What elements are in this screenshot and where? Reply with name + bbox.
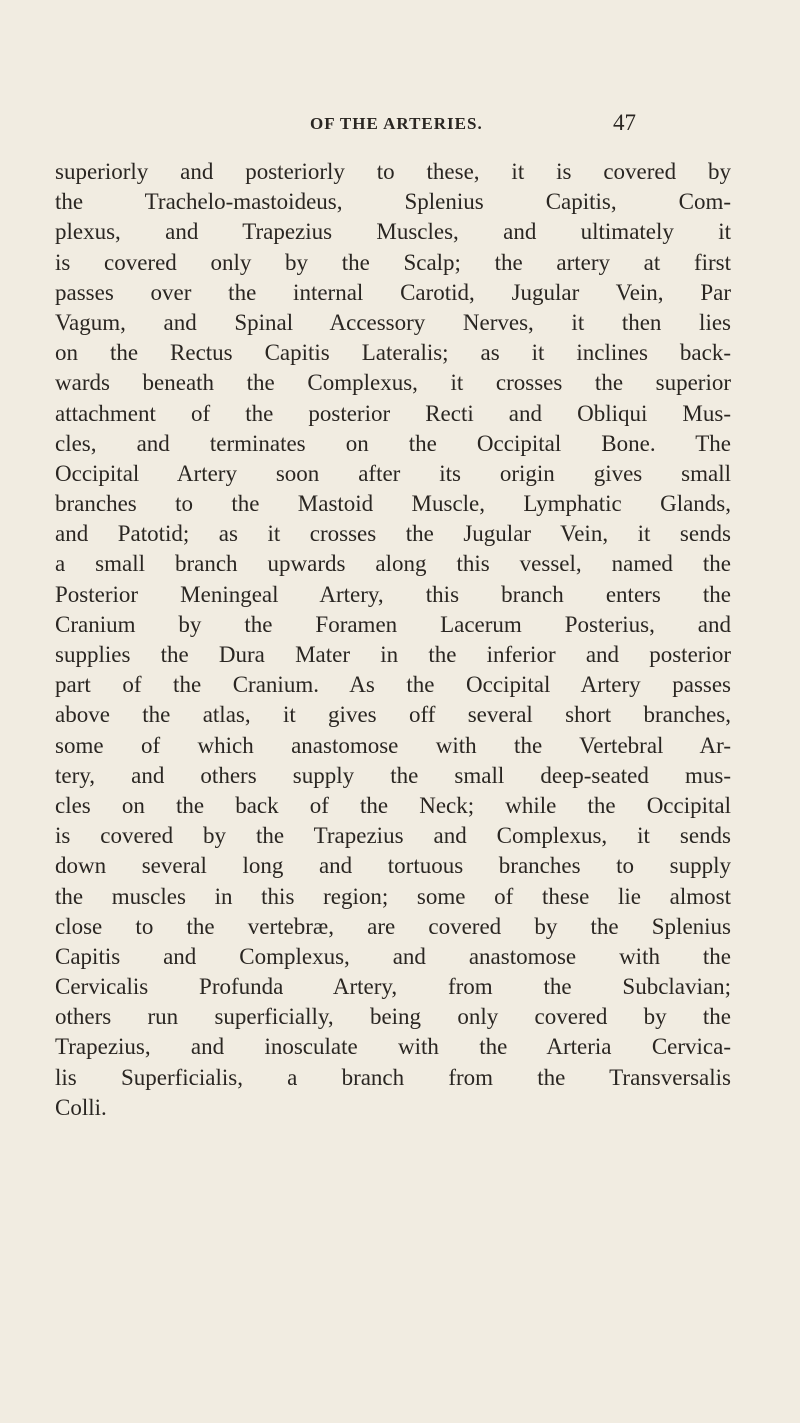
text-line: passes over the internal Carotid, Jugular Vein, Par — [55, 279, 731, 305]
text-line: Posterior Meningeal Artery, this branch enters the — [55, 581, 731, 607]
text-line: wards beneath the Complexus, it crosses the superior — [55, 370, 731, 396]
text-line: tery, and others supply the small deep-seated mus- — [55, 762, 731, 788]
text-line: Cranium by the Foramen Lacerum Posterius, and — [55, 611, 731, 637]
text-line: supplies the Dura Mater in the inferior and posterior — [55, 642, 731, 667]
text-line: and Patotid; as it crosses the Jugular Vein, it sends — [55, 521, 731, 547]
text-line: Cervicalis Profunda Artery, from the Subclavian; — [55, 974, 731, 1000]
text-line: on the Rectus Capitis Lateralis; as it inclines back- — [55, 340, 731, 366]
text-line: is covered by the Trapezius and Complexus, it sends — [55, 823, 731, 849]
text-line: branches to the Mastoid Muscle, Lymphatic Glands, — [55, 491, 731, 517]
text-line: down several long and tortuous branches to supply — [55, 853, 731, 879]
text-line: a small branch upwards along this vessel, named the — [55, 551, 731, 577]
text-line: Capitis and Complexus, and anastomose with the — [55, 943, 731, 969]
text-line: Trapezius, and inosculate with the Arteria Cervica- — [55, 1034, 731, 1060]
running-head — [310, 110, 636, 144]
text-line: plexus, and Trapezius Muscles, and ultimately it — [55, 219, 731, 245]
text-line: above the atlas, it gives off several short branches, — [55, 702, 731, 728]
text-line: lis Superficialis, a branch from the Transversalis — [55, 1064, 731, 1090]
running-title: OF THE ARTERIES. — [310, 114, 483, 133]
text-line: attachment of the posterior Recti and Obliqui Mus- — [55, 400, 731, 426]
body-paragraph — [55, 157, 731, 1123]
text-line: the muscles in this region; some of these lie almost — [55, 883, 731, 909]
text-line: others run superficially, being only covered by the — [55, 1004, 731, 1030]
page-number: 47 — [613, 110, 636, 135]
text-line: cles, and terminates on the Occipital Bone. The — [55, 430, 731, 456]
text-line: superiorly and posteriorly to these, it is covered by — [55, 159, 731, 184]
text-line-last: Colli. — [55, 1094, 107, 1120]
text-line: close to the vertebræ, are covered by the Splenius — [55, 913, 731, 939]
text-line: Occipital Artery soon after its origin gives small — [55, 460, 731, 486]
text-line: Vagum, and Spinal Accessory Nerves, it then lies — [55, 309, 731, 335]
text-line: some of which anastomose with the Vertebral Ar- — [55, 732, 731, 758]
text-line: part of the Cranium. As the Occipital Artery passes — [55, 672, 731, 698]
text-line: is covered only by the Scalp; the artery at first — [55, 249, 731, 275]
text-line: the Trachelo-mastoideus, Splenius Capitis, Com- — [55, 189, 731, 215]
text-line: cles on the back of the Neck; while the Occipital — [55, 792, 731, 818]
